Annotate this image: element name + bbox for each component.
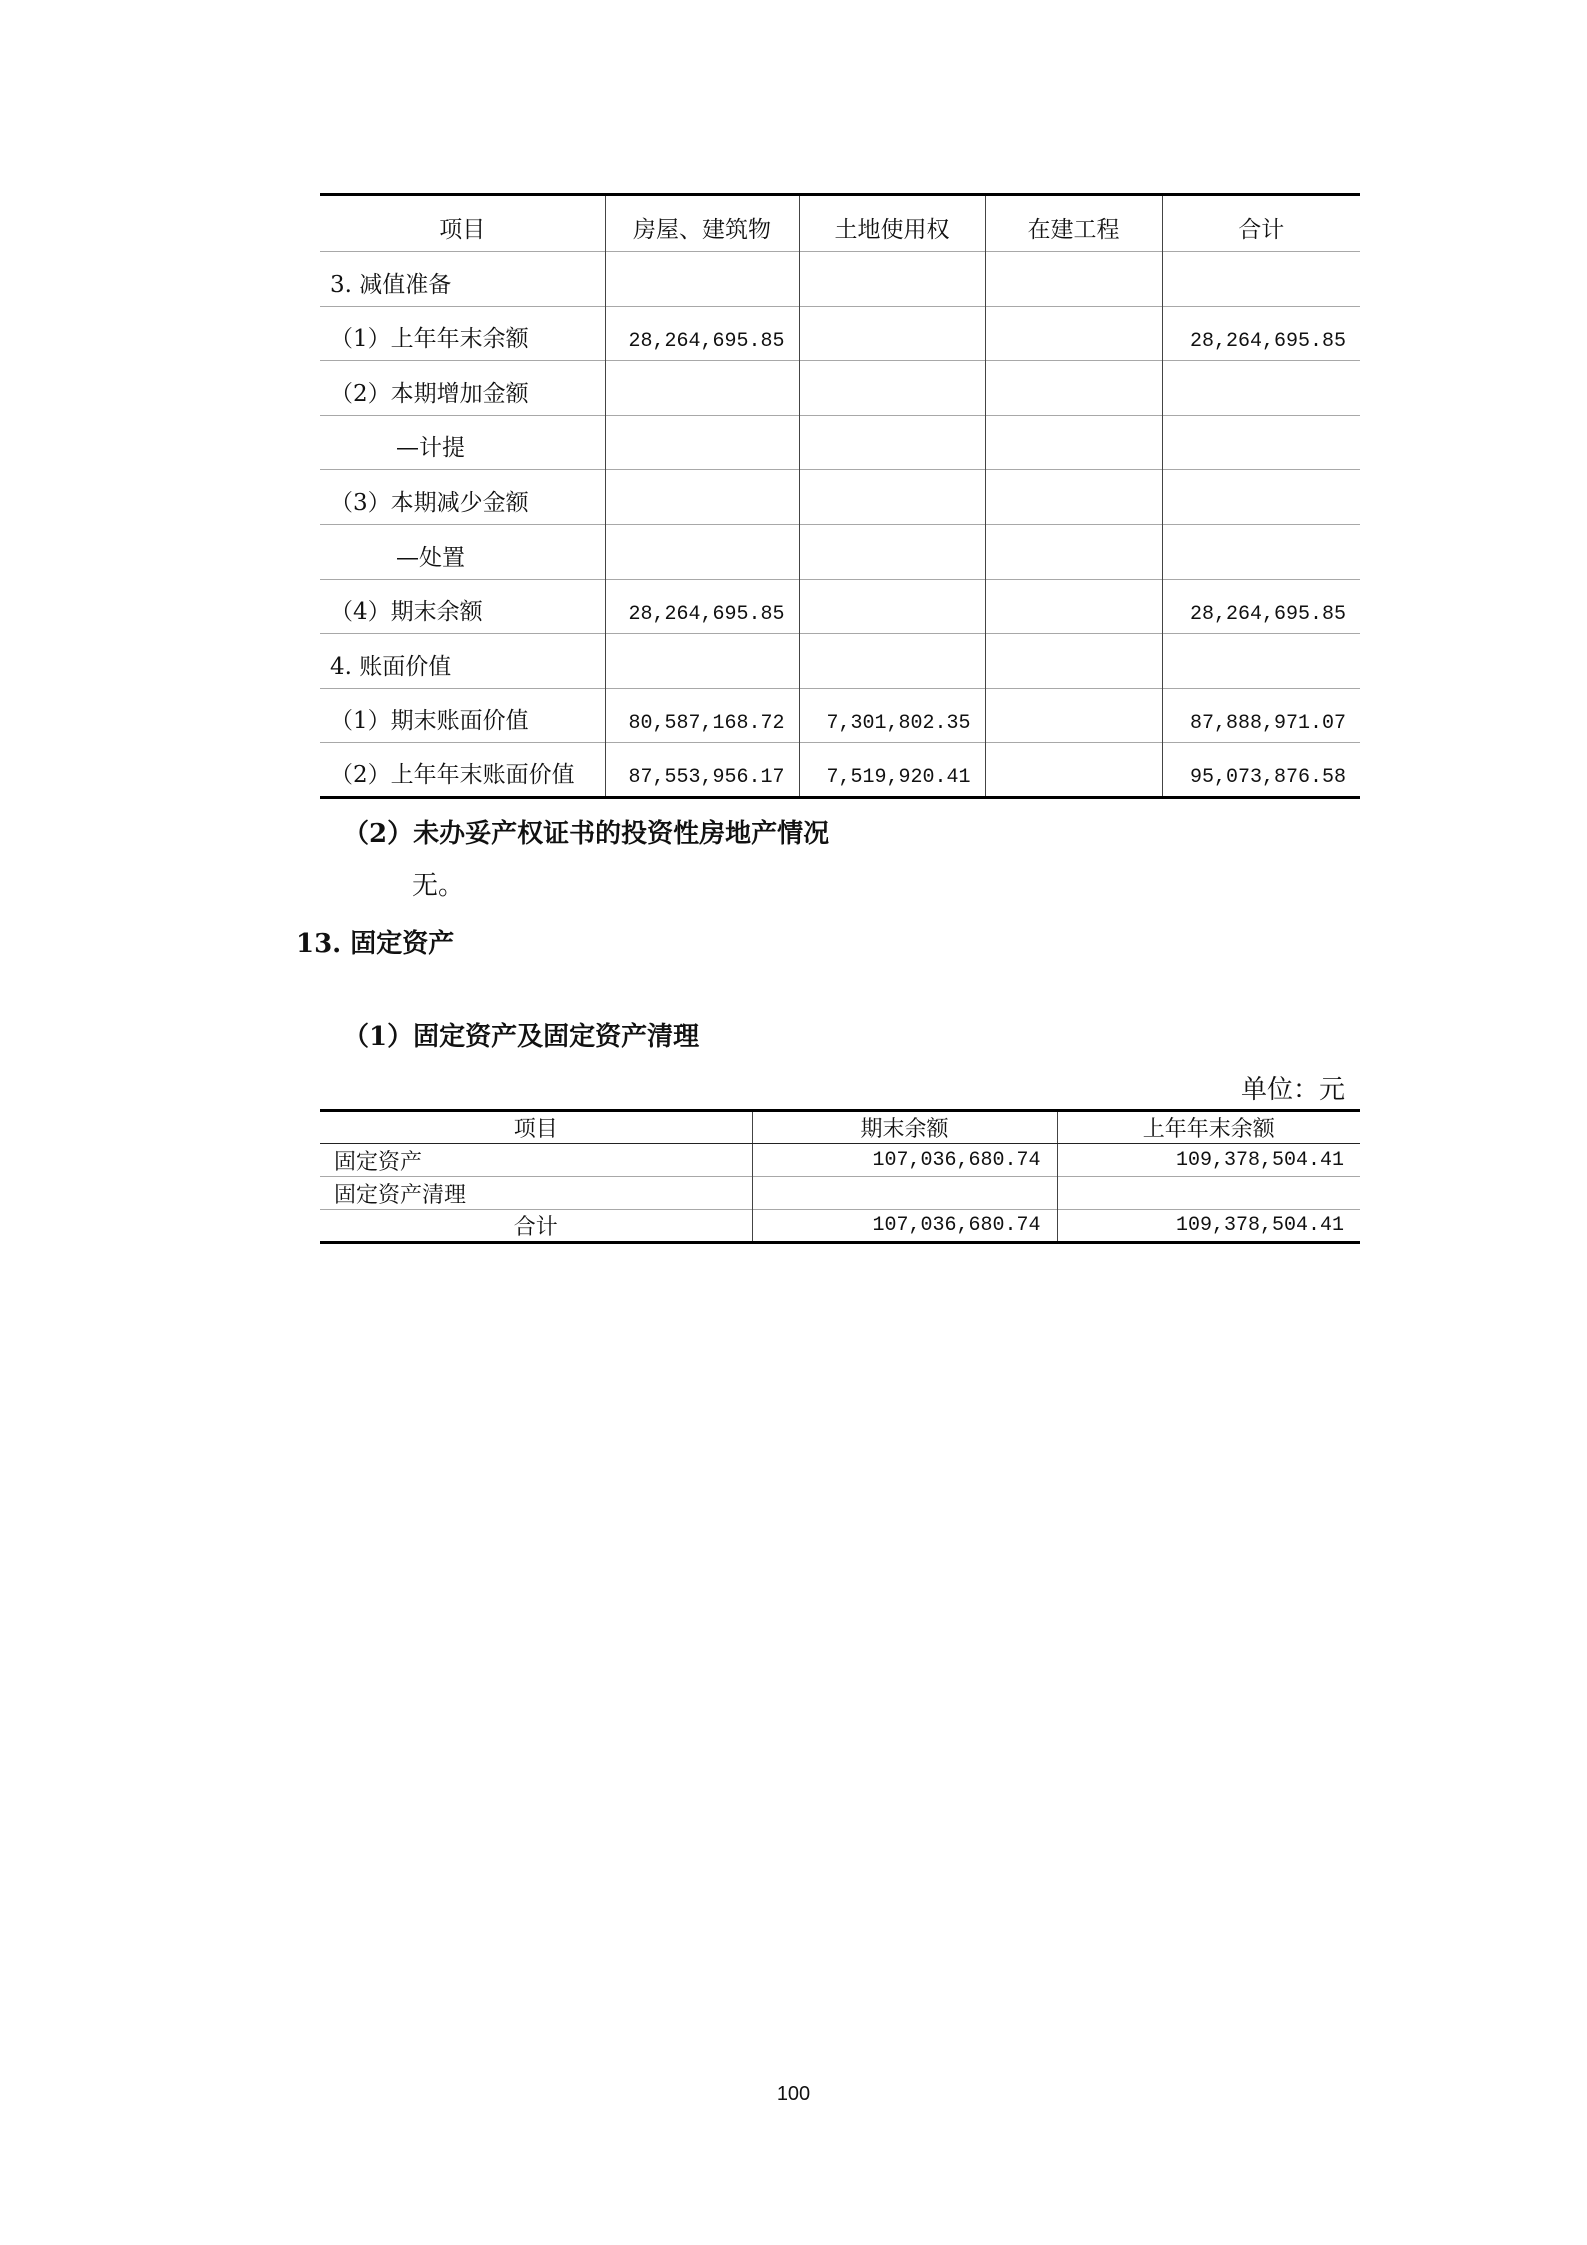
table-cell: 95,073,876.58 [1162,743,1360,798]
row-label: （1）期末账面价值 [320,688,605,743]
table-row [320,634,1360,689]
row-label: 固定资产清理 [320,1177,752,1210]
table-cell: 7,301,802.35 [799,688,985,743]
row-label: （2）上年年末账面价值 [320,743,605,798]
table-cell: 80,587,168.72 [605,688,799,743]
section-heading-unregistered-property: （2）未办妥产权证书的投资性房地产情况 [343,819,830,849]
table-cell [985,579,1162,634]
table-cell [1162,634,1360,689]
section-heading-fixed-assets: 13. 固定资产 [296,929,455,959]
table-cell [605,252,799,307]
table-header-row [320,195,1360,252]
row-label: 4. 账面价值 [320,634,605,689]
row-label: （4）期末余额 [320,579,605,634]
table-cell [1162,470,1360,525]
table-cell: 28,264,695.85 [605,579,799,634]
table-row [320,579,1360,634]
row-label: （3）本期减少金额 [320,470,605,525]
table-cell [799,252,985,307]
page-number: 100 [776,2083,811,2105]
table-cell [1162,361,1360,416]
table-cell [799,524,985,579]
table-cell [985,306,1162,361]
investment-property-table [320,193,1360,799]
row-label: —计提 [320,415,605,470]
table-row [320,361,1360,416]
table-header-cell: 土地使用权 [799,195,985,252]
row-label: —处置 [320,524,605,579]
table-row [320,252,1360,307]
row-label: （1）上年年末余额 [320,306,605,361]
table-header-cell: 上年年末余额 [1057,1111,1360,1144]
table-cell: 7,519,920.41 [799,743,985,798]
table-cell: 109,378,504.41 [1057,1144,1360,1177]
table-header-row [320,1111,1360,1144]
row-label: （2）本期增加金额 [320,361,605,416]
table-cell: 107,036,680.74 [752,1210,1057,1243]
table-header-cell: 房屋、建筑物 [605,195,799,252]
table-cell [985,743,1162,798]
unit-label: 单位：元 [1240,1075,1345,1105]
table-cell [605,361,799,416]
table-cell: 28,264,695.85 [1162,306,1360,361]
table-cell: 109,378,504.41 [1057,1210,1360,1243]
table-cell [799,579,985,634]
table-header-cell: 项目 [320,1111,752,1144]
table-row [320,415,1360,470]
table-row-total [320,1210,1360,1243]
table-cell [799,415,985,470]
table-cell [985,524,1162,579]
table-cell [799,634,985,689]
table-cell: 28,264,695.85 [1162,579,1360,634]
table-cell [985,361,1162,416]
table-cell [605,470,799,525]
table-cell [799,361,985,416]
row-label: 3. 减值准备 [320,252,605,307]
table-row [320,688,1360,743]
table-header-cell: 合计 [1162,195,1360,252]
table-cell [985,415,1162,470]
table-cell [985,470,1162,525]
table-cell [985,252,1162,307]
table-row [320,1144,1360,1177]
table-cell: 87,888,971.07 [1162,688,1360,743]
table-header-cell: 在建工程 [985,195,1162,252]
table-cell [1162,252,1360,307]
table-row [320,470,1360,525]
table-cell [1162,524,1360,579]
table-cell [985,688,1162,743]
table-row [320,524,1360,579]
table-cell [1057,1177,1360,1210]
table-cell: 87,553,956.17 [605,743,799,798]
section-body-text: 无。 [412,871,465,901]
row-label: 合计 [320,1210,752,1243]
table-cell [799,470,985,525]
table-cell [985,634,1162,689]
table-header-cell: 项目 [439,217,486,243]
table-cell [752,1177,1057,1210]
fixed-assets-table [320,1109,1360,1244]
table-cell [799,306,985,361]
table-cell [605,415,799,470]
table-header-cell: 期末余额 [752,1111,1057,1144]
table-cell: 107,036,680.74 [752,1144,1057,1177]
row-label: 固定资产 [320,1144,752,1177]
table-row [320,743,1360,798]
sub-heading-fixed-assets-clearance: （1）固定资产及固定资产清理 [343,1022,700,1052]
table-row [320,306,1360,361]
table-cell [605,524,799,579]
table-cell: 28,264,695.85 [605,306,799,361]
table-cell [1162,415,1360,470]
table-row [320,1177,1360,1210]
table-cell [605,634,799,689]
